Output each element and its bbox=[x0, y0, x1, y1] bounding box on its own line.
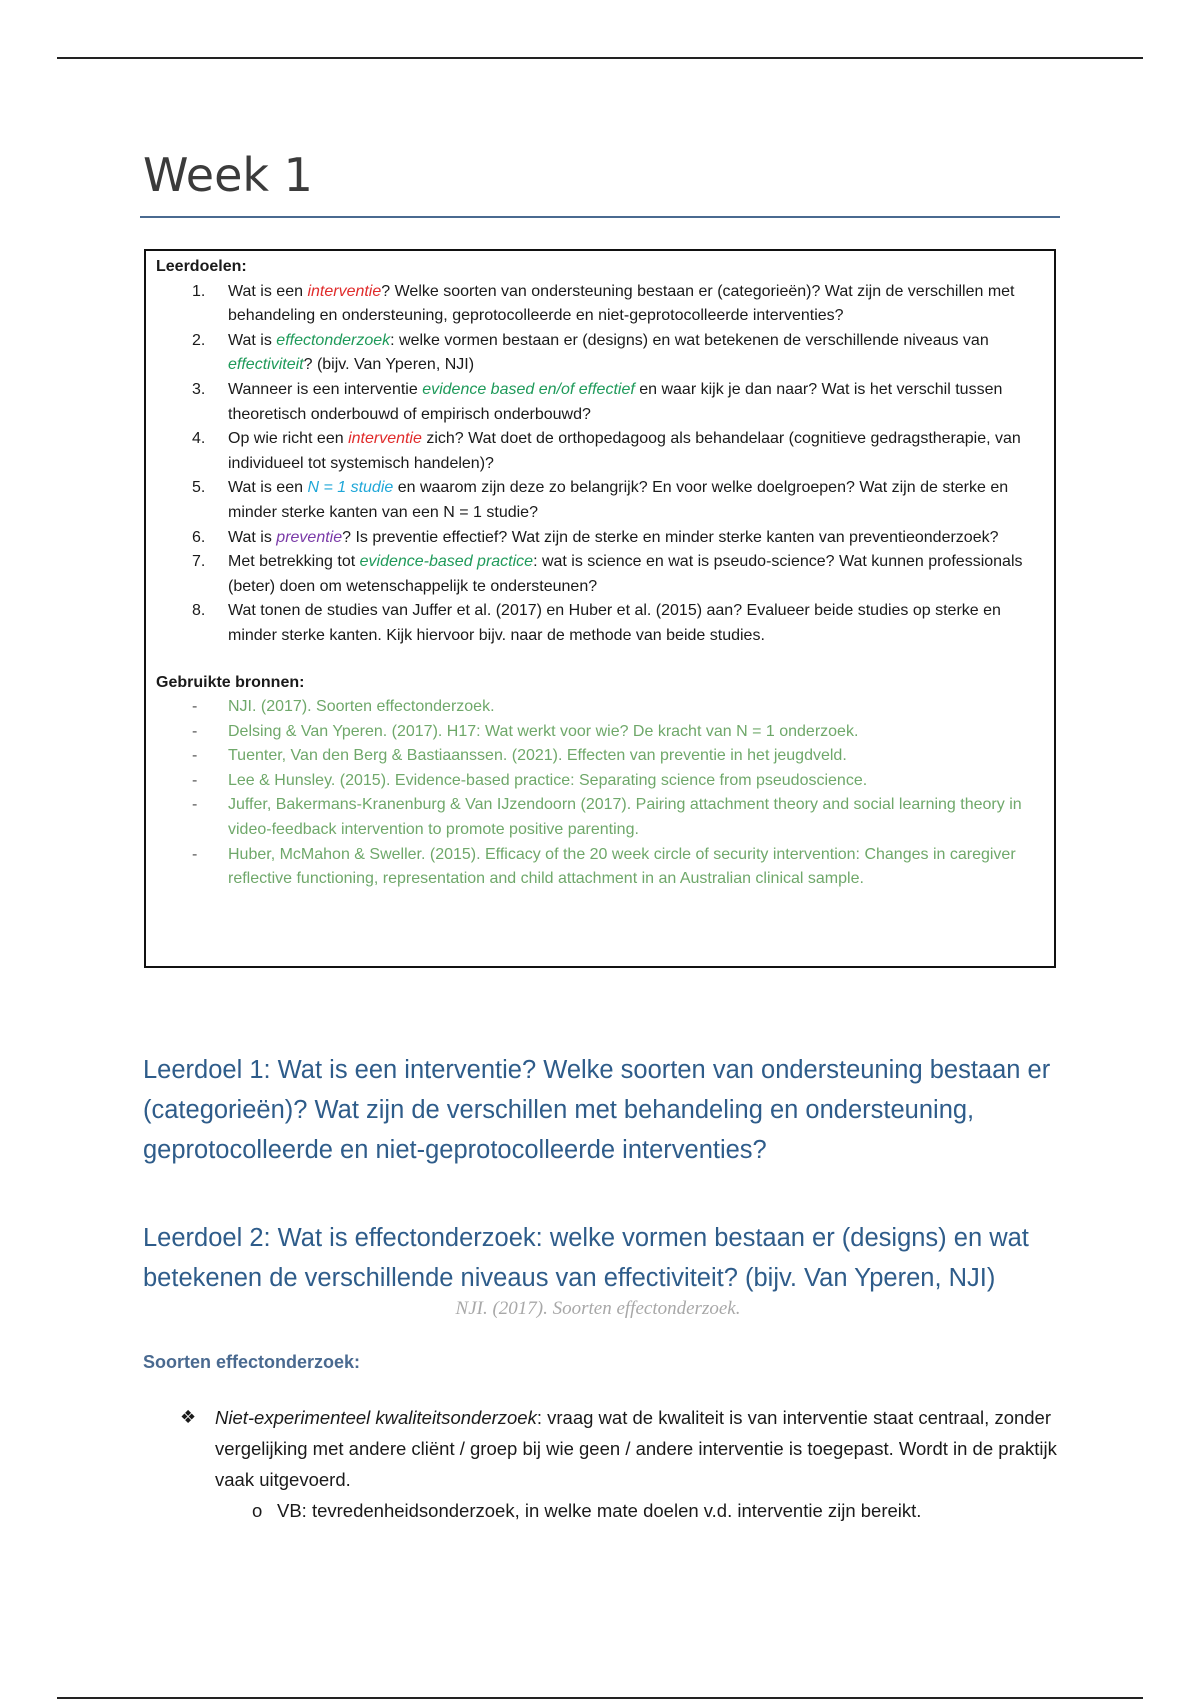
bullet-item bbox=[180, 1402, 1060, 1495]
goal-number: 7. bbox=[192, 553, 206, 571]
title-underline bbox=[140, 216, 1060, 218]
source-text: Tuenter, Van den Berg & Bastiaanssen. (2021). Effecten van preventie in het jeugdveld. bbox=[228, 747, 847, 765]
goal-text: zich? Wat doet de orthopedagoog als behandelaar (cognitieve gedragstherapie, van individueel tot systemisch handelen)? bbox=[228, 430, 1021, 472]
source-text: Juffer, Bakermans-Kranenburg & Van IJzendoorn (2017). Pairing attachment theory and social learning theory in video-feedback intervention to promote positive parenting. bbox=[228, 796, 1022, 839]
goal-item bbox=[156, 329, 1036, 378]
goal-text: Wanneer is een interventie bbox=[228, 380, 423, 398]
goal-number: 5. bbox=[192, 479, 206, 497]
source-dash: - bbox=[192, 845, 198, 863]
goal-number: 8. bbox=[192, 602, 206, 620]
goal-term: interventie bbox=[307, 282, 382, 300]
goal-text: Wat is een bbox=[228, 282, 308, 300]
sub-bullet-text: VB: tevredenheidsonderzoek, in welke mate doelen v.d. interventie zijn bereikt. bbox=[277, 1500, 922, 1521]
goal-text: Op wie richt een bbox=[228, 430, 349, 448]
bottom-rule bbox=[57, 1697, 1143, 1699]
goal-item bbox=[156, 476, 1036, 525]
source-dash: - bbox=[192, 771, 198, 789]
goal-item bbox=[156, 427, 1036, 476]
source-item bbox=[156, 744, 1036, 769]
goal-text: Wat is bbox=[228, 528, 277, 546]
source-text: Lee & Hunsley. (2015). Evidence-based practice: Separating science from pseudoscience. bbox=[228, 771, 868, 789]
source-text: Delsing & Van Yperen. (2017). H17: Wat werkt voor wie? De kracht van N = 1 onderzoek. bbox=[228, 722, 859, 740]
goal-text: ? (bijv. Van Yperen, NJI) bbox=[303, 356, 475, 374]
goal-number: 1. bbox=[192, 282, 206, 300]
source-dash: - bbox=[192, 722, 198, 740]
source-dash: - bbox=[192, 698, 198, 716]
goal-number: 6. bbox=[192, 528, 206, 546]
goal-term: effectiviteit bbox=[228, 356, 304, 374]
goal-text: Wat is bbox=[228, 331, 277, 349]
goal-term: interventie bbox=[348, 430, 422, 448]
source-dash: - bbox=[192, 796, 198, 814]
top-rule bbox=[57, 57, 1143, 59]
leerdoel-1-heading: Leerdoel 1: Wat is een interventie? Welke soorten van ondersteuning bestaan er (categorieën)? Wat zijn de verschillen met behandeling en ondersteuning, geprotocolleerde en niet-geprotocolleerde interventies? bbox=[143, 1056, 1051, 1164]
goal-text: Wat tonen de studies van Juffer et al. (2017) en Huber et al. (2015) aan? Evalueer beide studies op sterke en minder sterke kanten. Kijk hiervoor bijv. naar de methode van beide studies. bbox=[228, 602, 1001, 644]
sources-heading: Gebruikte bronnen: bbox=[156, 673, 305, 691]
leerdoel-2-heading: Leerdoel 2: Wat is effectonderzoek: welke vormen bestaan er (designs) en wat betekenen de verschillende niveaus van effectiviteit? (bijv. Van Yperen, NJI) bbox=[143, 1224, 1029, 1292]
diamond-bullet-icon: ❖ bbox=[180, 1407, 197, 1427]
section-subheading: Soorten effectonderzoek: bbox=[143, 1352, 361, 1372]
goal-term: effectonderzoek bbox=[276, 331, 391, 349]
source-item bbox=[156, 843, 1036, 892]
goal-item bbox=[156, 550, 1036, 599]
sources-list bbox=[156, 695, 1036, 892]
goal-text: : wat is science en wat is pseudo-science? Wat kunnen professionals (beter) doen om wetenschappelijk te ondersteunen? bbox=[228, 553, 1023, 595]
goal-item bbox=[156, 378, 1036, 427]
goal-term: evidence-based practice bbox=[359, 553, 534, 571]
goal-text: en waar kijk je dan naar? Wat is het verschil tussen theoretisch onderbouwd of empirisch onderbouwd? bbox=[228, 380, 1003, 423]
goal-number: 3. bbox=[192, 380, 206, 398]
source-item bbox=[156, 769, 1036, 794]
bullet-term: Niet-experimenteel kwaliteitsonderzoek bbox=[215, 1407, 537, 1428]
goal-text: en waarom zijn deze zo belangrijk? En voor welke doelgroepen? Wat zijn de sterke en minder sterke kanten van een N = 1 studie? bbox=[228, 479, 1009, 521]
goal-text: ? Welke soorten van ondersteuning bestaan er (categorieën)? Wat zijn de verschillen met behandeling en ondersteuning, geprotocolleerde en niet-geprotocolleerde interventies? bbox=[228, 282, 1015, 325]
goal-number: 4. bbox=[192, 430, 206, 448]
source-text: NJI. (2017). Soorten effectonderzoek. bbox=[228, 698, 495, 716]
source-dash: - bbox=[192, 747, 198, 765]
goal-number: 2. bbox=[192, 331, 206, 349]
circle-bullet-icon: o bbox=[252, 1500, 263, 1521]
source-item bbox=[156, 720, 1036, 745]
sub-bullet-item bbox=[180, 1495, 1060, 1526]
source-item bbox=[156, 695, 1036, 720]
goals-heading: Leerdoelen: bbox=[156, 258, 247, 275]
goal-term: N = 1 studie bbox=[307, 479, 394, 497]
source-text: Huber, McMahon & Sweller. (2015). Efficacy of the 20 week circle of security intervention: Changes in caregiver reflective functioning, representation and child attachment in an Australian clinical sample. bbox=[228, 845, 1016, 888]
goal-text: ? Is preventie effectief? Wat zijn de sterke en minder sterke kanten van preventieonderzoek? bbox=[342, 528, 999, 546]
page-title: Week 1 bbox=[143, 148, 313, 202]
goal-item bbox=[156, 599, 1036, 648]
bullet-text: : vraag wat de kwaliteit is van interventie staat centraal, zonder vergelijking met andere cliënt / groep bij wie geen / andere interventie is toegepast. Wordt in de praktijk vaak uitgevoerd. bbox=[215, 1407, 1057, 1490]
bullet-block bbox=[180, 1402, 1060, 1526]
goal-text: : welke vormen bestaan er (designs) en wat betekenen de verschillende niveaus van bbox=[390, 331, 989, 349]
source-citation: NJI. (2017). Soorten effectonderzoek. bbox=[455, 1298, 741, 1319]
source-item bbox=[156, 793, 1036, 842]
goal-item bbox=[156, 280, 1036, 329]
goal-term: preventie bbox=[276, 528, 343, 546]
learning-goals-box bbox=[144, 249, 1056, 968]
goal-item bbox=[156, 526, 1036, 551]
goal-text: Met betrekking tot bbox=[228, 553, 360, 571]
goal-term: evidence based en/of effectief bbox=[422, 380, 635, 398]
goal-text: Wat is een bbox=[228, 479, 308, 497]
goals-list bbox=[156, 280, 1036, 649]
